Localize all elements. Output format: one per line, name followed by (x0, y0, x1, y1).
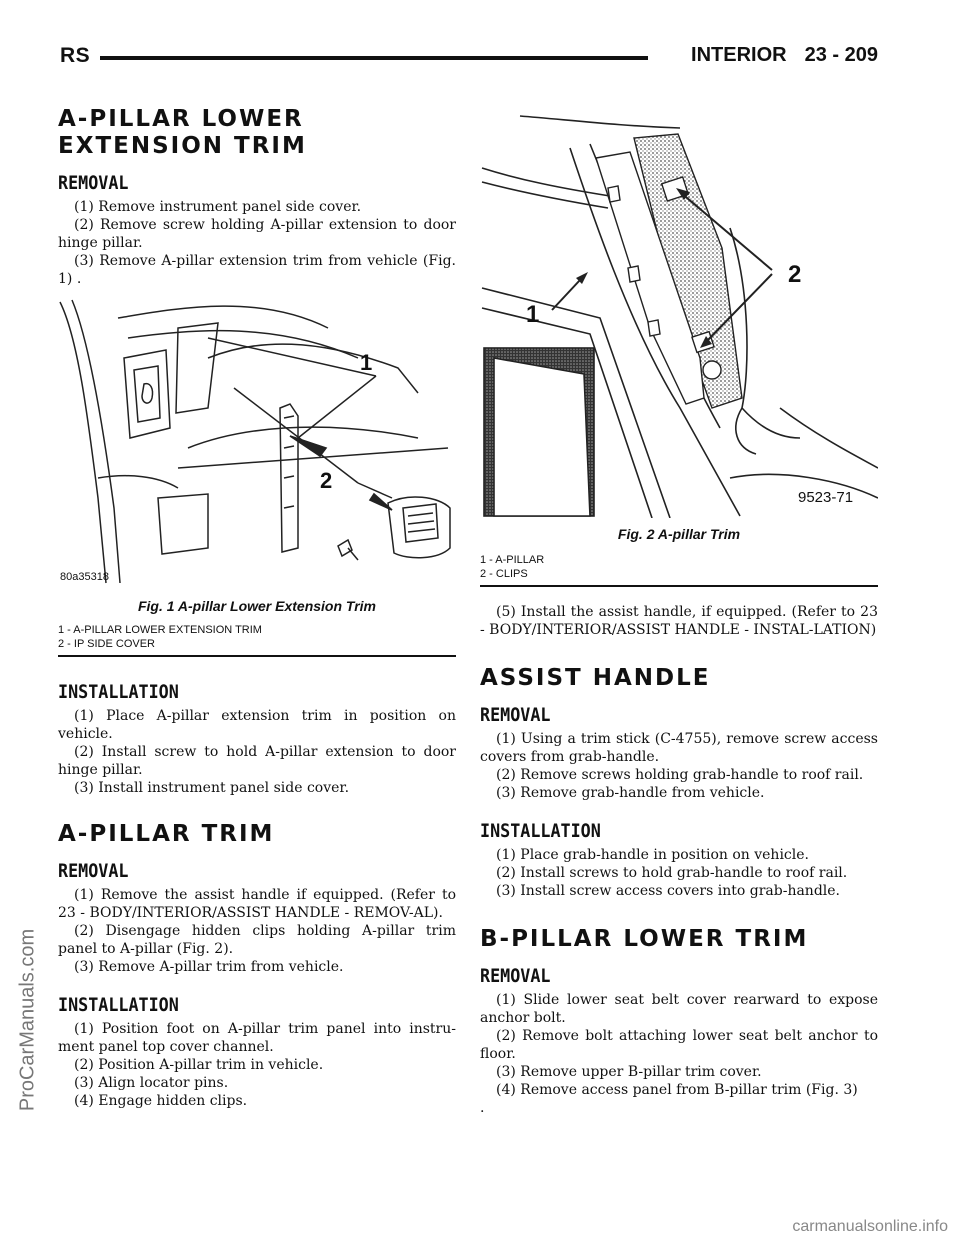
legend-item: 2 - CLIPS (480, 568, 528, 580)
removal-heading: REMOVAL (480, 965, 551, 987)
figure-1-code: 80a35318 (60, 571, 109, 583)
installation-step: (3) Align locator pins. (74, 1075, 229, 1091)
header-rule (100, 56, 648, 60)
header-section-code: RS (60, 44, 91, 67)
continued-installation (480, 603, 878, 639)
removal-step: (3) Remove A-pillar extension trim from vehicle (Fig. 1) . (58, 253, 456, 287)
legend-item: 1 - A-PILLAR (480, 554, 545, 566)
figure-1-legend (58, 623, 456, 651)
installation-heading: INSTALLATION (58, 681, 179, 703)
removal-step: (3) Remove grab-handle from vehicle. (496, 785, 765, 801)
installation-step: (4) Engage hidden clips. (74, 1093, 248, 1109)
removal-step: (1) Remove the assist handle if equipped. (Refer to 23 - BODY/INTERIOR/ASSIST HANDLE - REMOV-AL). (58, 887, 456, 921)
installation-step: (5) Install the assist handle, if equipped. (Refer to 23 - BODY/INTERIOR/ASSIST HANDLE - INSTAL-LATION) (480, 604, 878, 638)
installation-step: (2) Install screw to hold A-pillar extension to door hinge pillar. (58, 744, 456, 778)
installation-step: (3) Install instrument panel side cover. (74, 780, 350, 796)
removal-step: (1) Slide lower seat belt cover rearward to expose anchor bolt. (480, 992, 878, 1026)
removal-heading: REMOVAL (58, 860, 129, 882)
installation-heading: INSTALLATION (58, 994, 179, 1016)
figure-2-caption: Fig. 2 A-pillar Trim (617, 526, 741, 542)
side-watermark (8, 800, 48, 1240)
figure-1-illustration (58, 298, 456, 588)
figure-1-callout-2: 2 (320, 468, 333, 493)
installation-step: (1) Place grab-handle in position on vehicle. (496, 847, 809, 863)
removal-step: (1) Remove instrument panel side cover. (74, 199, 362, 215)
legend-item: 2 - IP SIDE COVER (58, 638, 155, 650)
legend-item: 1 - A-PILLAR LOWER EXTENSION TRIM (58, 624, 262, 636)
footer-watermark: carmanualsonline.info (792, 1218, 948, 1235)
installation-step: (3) Install screw access covers into grab-handle. (496, 883, 840, 899)
removal-step: (1) Using a trim stick (C-4755), remove screw access covers from grab-handle. (480, 731, 878, 765)
figure-2-legend (480, 553, 878, 581)
figure-2-callout-1: 1 (526, 301, 540, 328)
figure-1-caption: Fig. 1 A-pillar Lower Extension Trim (137, 598, 377, 614)
installation-step: (1) Place A-pillar extension trim in position on vehicle. (58, 708, 456, 742)
removal-step: (3) Remove upper B-pillar trim cover. (496, 1064, 762, 1080)
header-title-group (691, 44, 878, 67)
section-title-a-pillar-lower: A-PILLAR LOWER EXTENSION TRIM (58, 106, 307, 159)
figure-1 (58, 298, 456, 657)
side-watermark-text: ProCarManuals.com (16, 928, 39, 1112)
section-title-assist-handle: ASSIST HANDLE (480, 665, 711, 691)
right-column (480, 108, 878, 1117)
removal-step: (2) Remove screws holding grab-handle to roof rail. (496, 767, 864, 783)
figure-2 (480, 108, 878, 587)
removal-step: (2) Disengage hidden clips holding A-pillar trim panel to A-pillar (Fig. 2). (58, 923, 456, 957)
installation-step: (2) Position A-pillar trim in vehicle. (74, 1057, 324, 1073)
installation-heading: INSTALLATION (480, 820, 601, 842)
figure-2-rule (480, 585, 878, 587)
figure-2-illustration (480, 108, 878, 518)
figure-2-callout-2: 2 (788, 261, 802, 288)
removal-step: (4) Remove access panel from B-pillar trim (Fig. 3) (496, 1082, 858, 1098)
left-column (58, 106, 456, 1110)
figure-2-code: 9523-71 (798, 489, 854, 506)
removal-heading: REMOVAL (480, 704, 551, 726)
header-page-number: 23 - 209 (804, 44, 878, 66)
header-title: INTERIOR (691, 44, 787, 66)
figure-1-callout-1: 1 (360, 350, 373, 375)
installation-step: (1) Position foot on A-pillar trim panel into instru-ment panel top cover channel. (58, 1021, 456, 1055)
section-title-b-pillar-lower: B-PILLAR LOWER TRIM (480, 926, 809, 952)
section-title-a-pillar-trim: A-PILLAR TRIM (58, 821, 275, 847)
trailing-period: . (480, 1100, 485, 1116)
page-header (60, 44, 878, 72)
figure-1-rule (58, 655, 456, 657)
removal-heading: REMOVAL (58, 172, 129, 194)
removal-step: (3) Remove A-pillar trim from vehicle. (74, 959, 344, 975)
removal-step: (2) Remove bolt attaching lower seat belt anchor to floor. (480, 1028, 878, 1062)
removal-step: (2) Remove screw holding A-pillar extension to door hinge pillar. (58, 217, 456, 251)
installation-step: (2) Install screws to hold grab-handle to roof rail. (496, 865, 848, 881)
